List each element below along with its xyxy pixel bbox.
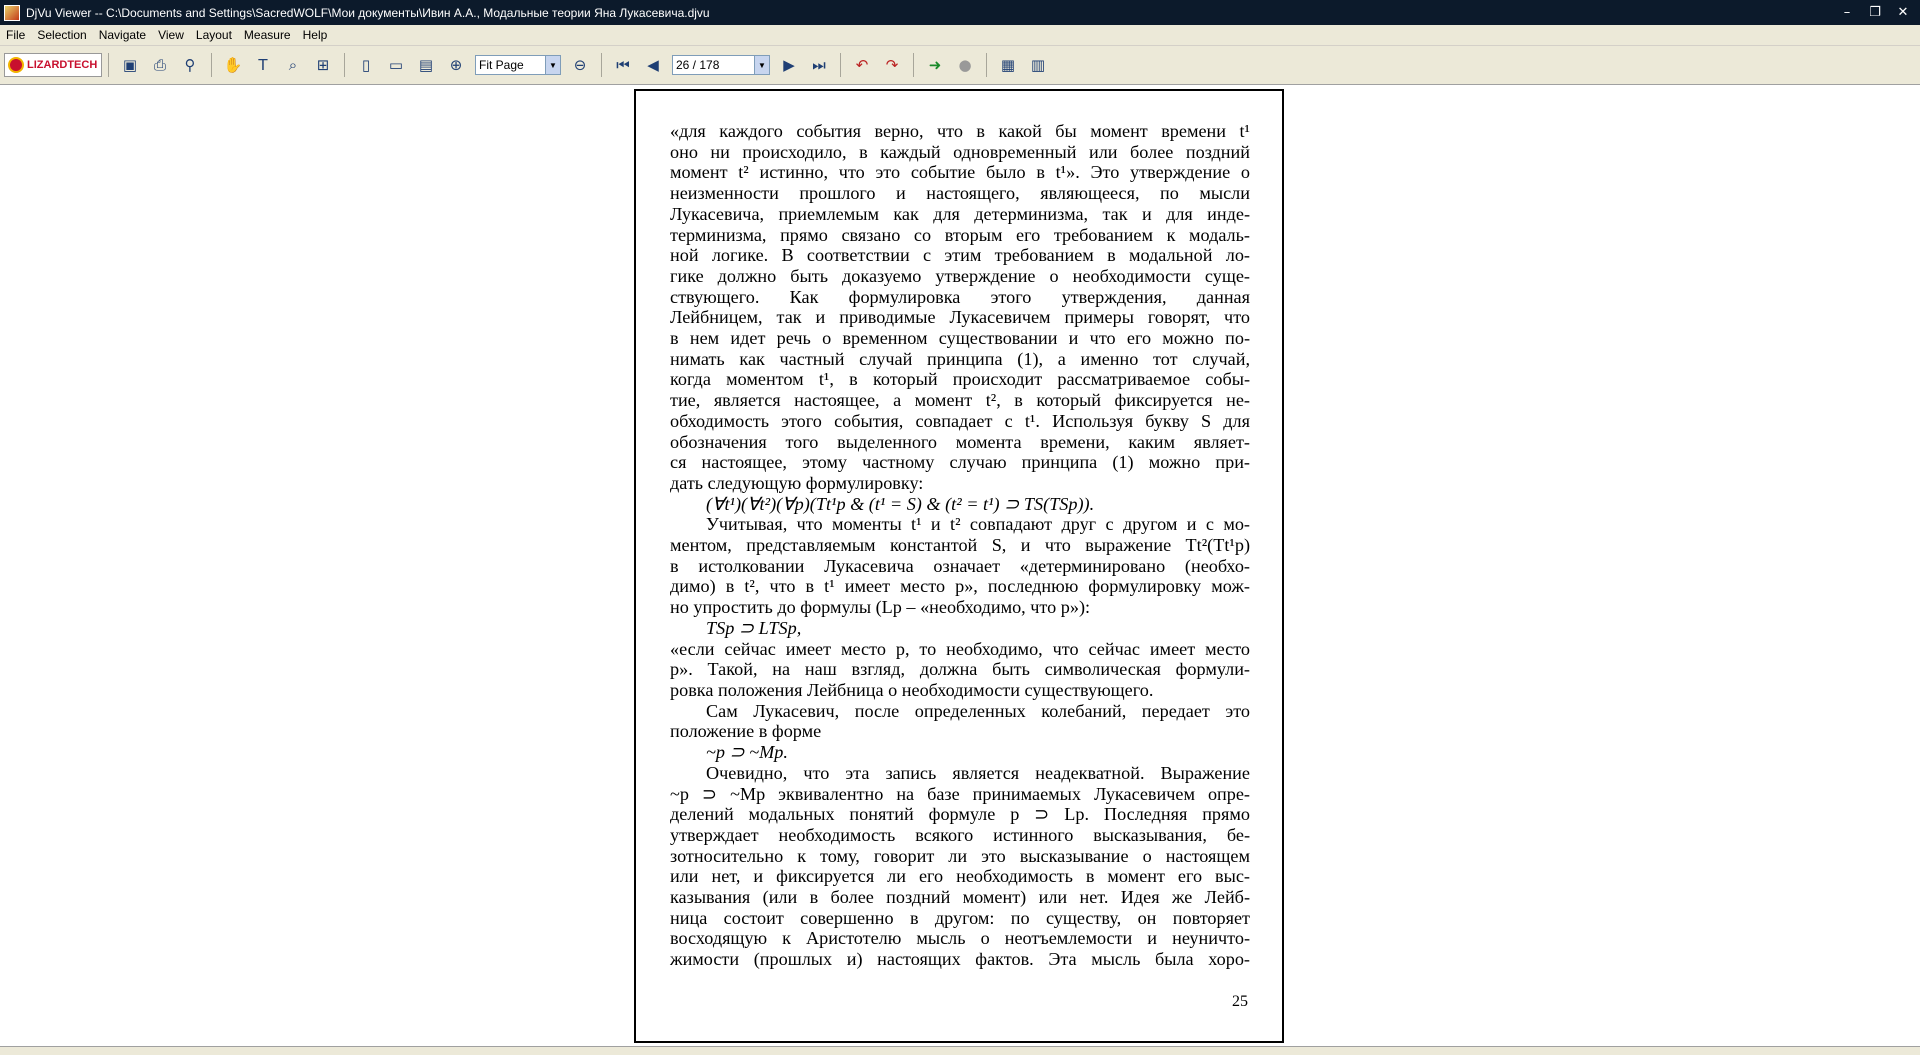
chevron-down-icon[interactable]: ▼ — [545, 56, 560, 74]
page-number-select[interactable] — [672, 55, 770, 75]
formula-line: ~p ⊃ ~Mp. — [706, 742, 788, 763]
stop-icon[interactable]: ● — [958, 56, 972, 74]
document-page — [634, 89, 1284, 1043]
previous-page-icon[interactable]: ◀ — [647, 56, 659, 74]
page-text — [670, 121, 1250, 970]
find-binoculars-icon[interactable]: ⚲ — [184, 56, 196, 74]
text-line: Сам Лукасевич, после определенных колебаний, передает это — [706, 700, 1250, 721]
menu-selection[interactable]: Selection — [37, 28, 87, 42]
next-page-icon[interactable]: ▶ — [783, 56, 795, 74]
text-line: в истолковании Лукасевича означает «детерминировано (необхо- — [670, 555, 1250, 576]
menu-view[interactable]: View — [158, 28, 184, 42]
last-page-icon[interactable]: ⏭ — [812, 56, 826, 74]
continuous-page-icon[interactable]: ▭ — [388, 56, 404, 74]
text-line: тие, является настоящее, а момент t², в который фиксируется не- — [670, 390, 1250, 411]
text-line: в нем идет речь о временном существовании и что его можно по- — [670, 328, 1250, 349]
text-line: или нет, и фиксируется ли его необходимость в момент его выс- — [670, 866, 1250, 887]
toolbar-separator — [840, 53, 841, 77]
menu-navigate[interactable]: Navigate — [98, 28, 147, 42]
menu-layout[interactable]: Layout — [195, 28, 232, 42]
menu-bar — [0, 25, 1920, 46]
text-line: «если сейчас имеет место p, то необходимо, что сейчас имеет место — [670, 638, 1250, 659]
text-line: димо) в t², что в t¹ имеет место p», последнюю формулировку мож- — [670, 576, 1250, 597]
text-line: ровка положения Лейбница о необходимости существующего. — [670, 679, 1154, 700]
text-line: обозначения того выделенного момента времени, каким являет- — [670, 431, 1250, 452]
rotate-right-icon[interactable]: ↷ — [885, 56, 899, 74]
text-line: ствующего. Как формулировка этого утверждения, данная — [670, 286, 1250, 307]
minimize-button[interactable]: – — [1843, 5, 1851, 20]
zoom-in-icon[interactable]: ⊕ — [449, 56, 463, 74]
menu-file[interactable]: File — [6, 28, 26, 42]
text-line: казывания (или в более поздний момент) или нет. Идея же Лейб- — [670, 887, 1250, 908]
text-line: «для каждого события верно, что в какой бы момент времени t¹ — [670, 121, 1250, 141]
rotate-left-icon[interactable]: ↶ — [855, 56, 869, 74]
text-line: зотносительно к тому, говорит ли это высказывание о настоящем — [670, 845, 1250, 866]
toolbar-separator — [913, 53, 914, 77]
text-line: Лейбницем, так и приводимые Лукасевичем примеры говорят, что — [670, 307, 1250, 328]
text-select-icon[interactable]: T — [258, 56, 268, 74]
text-line: дать следующую формулировку: — [670, 472, 924, 493]
zoom-value: Fit Page — [479, 58, 524, 72]
menu-help[interactable]: Help — [302, 28, 328, 42]
zoom-out-icon[interactable]: ⊖ — [573, 56, 587, 74]
fit-page-icon[interactable]: ▤ — [418, 56, 434, 74]
title-bar — [0, 0, 1920, 25]
toolbar-separator — [108, 53, 109, 77]
text-line: p». Такой, на наш взгляд, должна быть символическая формули- — [670, 659, 1250, 680]
thumbnails-icon[interactable]: ▦ — [1000, 56, 1016, 74]
text-line: нимать как частный случай принципа (1), а именно тот случай, — [670, 348, 1250, 369]
text-line: ница состоит совершенно в другом: по существу, он повторяет — [670, 907, 1250, 928]
document-viewport[interactable] — [0, 85, 1920, 1046]
text-line: момент t² истинно, что это событие было в t¹». Это утверждение о — [670, 162, 1250, 183]
formula-line: TSp ⊃ LTSp, — [706, 617, 802, 638]
text-line: Лукасевича, приемлемым как для детерминизма, так и для инде- — [670, 203, 1250, 224]
toolbar — [0, 46, 1920, 85]
pan-hand-icon[interactable]: ✋ — [223, 56, 243, 74]
toolbar-separator — [211, 53, 212, 77]
page-number-value: 26 / 178 — [676, 58, 720, 72]
document-info-icon[interactable]: ▥ — [1030, 56, 1046, 74]
toolbar-separator — [344, 53, 345, 77]
single-page-icon[interactable]: ▯ — [361, 56, 371, 74]
text-line: терминизма, прямо связано со вторым его требованием к модаль- — [670, 224, 1250, 245]
window-title: DjVu Viewer -- C:\Documents and Settings\SacredWOLF\Мои документы\Ивин А.А., Модальные теории Яна Лукасевича.djvu — [26, 5, 710, 20]
text-line: когда моментом t¹, в который происходит рассматриваемое собы- — [670, 369, 1250, 390]
lizardtech-logo-icon — [8, 57, 24, 73]
text-line: но упростить до формулы (Lp – «необходимо, что p»): — [670, 597, 1091, 618]
formula-line: (∀t¹)(∀t²)(∀p)(Tt¹p & (t¹ = S) & (t² = t¹) ⊃ TS(TSp)). — [706, 493, 1095, 514]
text-line: Очевидно, что эта запись является неадекватной. Выражение — [706, 762, 1250, 783]
text-line: делений модальных понятий формуле p ⊃ Lp. Последняя прямо — [670, 804, 1250, 825]
chevron-down-icon[interactable]: ▼ — [754, 56, 769, 74]
menu-measure[interactable]: Measure — [243, 28, 291, 42]
region-select-icon[interactable]: ⊞ — [316, 56, 330, 74]
first-page-icon[interactable]: ⏮ — [616, 56, 630, 74]
text-line: оно ни происходило, в каждый одновременный или более поздний — [670, 141, 1250, 162]
text-line: ся настоящее, этому частному случаю принципа (1) можно при- — [670, 452, 1250, 473]
text-line: обходимость этого события, совпадает с t¹. Используя букву S для — [670, 410, 1250, 431]
text-line: ментом, представляемым константой S, и что выражение Tt²(Tt¹p) — [670, 535, 1250, 556]
print-icon[interactable]: ⎙ — [153, 56, 166, 74]
restore-button[interactable]: ❐ — [1869, 5, 1881, 20]
text-line: ной логике. В соответствии с этим требованием в модальной ло- — [670, 245, 1250, 266]
text-line: утверждает необходимость всякого истинного высказывания, бе- — [670, 824, 1250, 845]
text-line: восходящую к Аристотелю мысль о неотъемлемости и неуничто- — [670, 928, 1250, 949]
text-line: жимости (прошлых и) настоящих фактов. Эта мысль была хоро- — [670, 949, 1250, 970]
text-line: Учитывая, что моменты t¹ и t² совпадают друг с другом и с мо- — [706, 514, 1250, 535]
toolbar-separator — [601, 53, 602, 77]
zoom-select[interactable] — [475, 55, 561, 75]
save-icon[interactable]: ▣ — [122, 56, 138, 74]
text-line: ~p ⊃ ~Mp эквивалентно на базе принимаемых Лукасевичем опре- — [670, 783, 1250, 804]
page-number: 25 — [1232, 993, 1248, 1010]
text-line: положение в форме — [670, 721, 822, 742]
close-button[interactable]: ✕ — [1897, 5, 1909, 20]
zoom-tool-icon[interactable]: ⌕ — [288, 56, 298, 74]
logo-text: LIZARDTECH — [27, 59, 98, 71]
text-line: гике должно быть доказуемо утверждение о необходимости суще- — [670, 265, 1250, 286]
text-line: неизменности прошлого и настоящего, являющееся, по мысли — [670, 183, 1250, 204]
lizardtech-logo[interactable] — [4, 53, 102, 77]
go-forward-icon[interactable]: ➜ — [928, 56, 942, 74]
toolbar-separator — [986, 53, 987, 77]
djvu-app-icon[interactable] — [4, 5, 20, 21]
